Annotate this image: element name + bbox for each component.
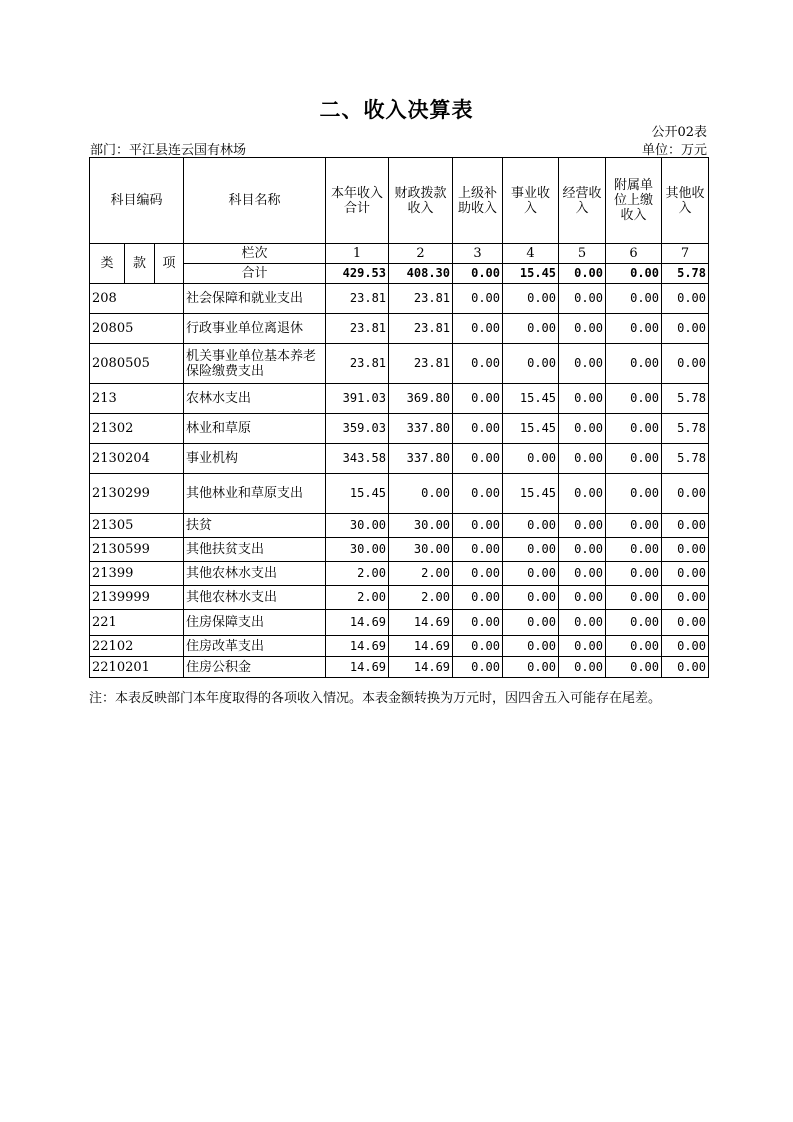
amount-cell: 0.00	[559, 444, 606, 474]
amount-cell: 0.00	[453, 657, 503, 678]
amount-cell: 0.00	[559, 414, 606, 444]
amount-cell: 0.00	[503, 314, 559, 344]
amount-cell: 23.81	[326, 344, 389, 384]
column-number: 3	[453, 244, 503, 264]
subject-name: 林业和草原	[184, 414, 326, 444]
amount-cell: 0.00	[662, 514, 709, 538]
subject-code: 221	[90, 610, 184, 636]
amount-cell: 23.81	[389, 314, 453, 344]
column-number: 1	[326, 244, 389, 264]
amount-cell: 23.81	[326, 314, 389, 344]
amount-cell: 14.69	[389, 610, 453, 636]
header-col-1: 本年收入合计	[326, 158, 389, 244]
total-value: 0.00	[606, 264, 662, 284]
header-col-4: 事业收入	[503, 158, 559, 244]
subject-code: 2130204	[90, 444, 184, 474]
column-number: 2	[389, 244, 453, 264]
amount-cell: 0.00	[503, 636, 559, 657]
department-label: 部门：平江县连云国有林场	[90, 143, 247, 158]
amount-cell: 0.00	[606, 414, 662, 444]
table-row	[90, 384, 709, 414]
table-row	[90, 636, 709, 657]
table-row	[90, 314, 709, 344]
income-table	[89, 157, 709, 678]
amount-cell: 0.00	[453, 586, 503, 610]
amount-cell: 0.00	[606, 562, 662, 586]
amount-cell: 0.00	[559, 514, 606, 538]
amount-cell: 0.00	[503, 444, 559, 474]
amount-cell: 2.00	[389, 562, 453, 586]
header-col-5: 经营收入	[559, 158, 606, 244]
amount-cell: 0.00	[606, 384, 662, 414]
amount-cell: 0.00	[662, 636, 709, 657]
amount-cell: 5.78	[662, 384, 709, 414]
column-number: 4	[503, 244, 559, 264]
table-row	[90, 344, 709, 384]
amount-cell: 14.69	[389, 636, 453, 657]
amount-cell: 0.00	[503, 344, 559, 384]
subject-name: 住房改革支出	[184, 636, 326, 657]
amount-cell: 0.00	[559, 657, 606, 678]
amount-cell: 2.00	[389, 586, 453, 610]
amount-cell: 337.80	[389, 414, 453, 444]
amount-cell: 0.00	[559, 474, 606, 514]
table-number: 公开02表	[651, 125, 707, 140]
header-code: 科目编码	[90, 158, 184, 244]
amount-cell: 0.00	[453, 414, 503, 444]
amount-cell: 0.00	[503, 514, 559, 538]
subject-code: 2130299	[90, 474, 184, 514]
page-title: 二、收入决算表	[319, 97, 474, 122]
subject-name: 住房保障支出	[184, 610, 326, 636]
amount-cell: 0.00	[503, 657, 559, 678]
amount-cell: 30.00	[389, 538, 453, 562]
amount-cell: 0.00	[606, 444, 662, 474]
total-value: 429.53	[326, 264, 389, 284]
amount-cell: 0.00	[606, 636, 662, 657]
header-col-3: 上级补助收入	[453, 158, 503, 244]
subject-name: 其他扶贫支出	[184, 538, 326, 562]
amount-cell: 0.00	[606, 514, 662, 538]
amount-cell: 0.00	[606, 314, 662, 344]
subject-code: 2080505	[90, 344, 184, 384]
amount-cell: 0.00	[662, 610, 709, 636]
total-value: 0.00	[559, 264, 606, 284]
amount-cell: 30.00	[389, 514, 453, 538]
table-row	[90, 514, 709, 538]
table-row	[90, 444, 709, 474]
header-col-2: 财政拨款收入	[389, 158, 453, 244]
subject-name: 社会保障和就业支出	[184, 284, 326, 314]
amount-cell: 0.00	[453, 562, 503, 586]
amount-cell: 0.00	[453, 474, 503, 514]
subject-code: 22102	[90, 636, 184, 657]
amount-cell: 0.00	[559, 384, 606, 414]
amount-cell: 337.80	[389, 444, 453, 474]
amount-cell: 2.00	[326, 562, 389, 586]
amount-cell: 0.00	[453, 314, 503, 344]
table-row	[90, 562, 709, 586]
header-name: 科目名称	[184, 158, 326, 244]
total-value: 5.78	[662, 264, 709, 284]
amount-cell: 0.00	[503, 538, 559, 562]
header-col-6: 附属单位上缴收入	[606, 158, 662, 244]
amount-cell: 0.00	[606, 610, 662, 636]
unit-label: 单位：万元	[641, 143, 707, 158]
amount-cell: 0.00	[453, 344, 503, 384]
amount-cell: 0.00	[453, 610, 503, 636]
amount-cell: 15.45	[503, 414, 559, 444]
column-index-label: 栏次	[184, 244, 326, 264]
subject-code: 213	[90, 384, 184, 414]
column-number: 7	[662, 244, 709, 264]
table-row	[90, 474, 709, 514]
amount-cell: 0.00	[662, 538, 709, 562]
amount-cell: 0.00	[453, 538, 503, 562]
header-lei: 类	[90, 244, 125, 284]
amount-cell: 369.80	[389, 384, 453, 414]
subject-name: 机关事业单位基本养老保险缴费支出	[184, 344, 326, 384]
amount-cell: 2.00	[326, 586, 389, 610]
header-kuan: 款	[125, 244, 155, 284]
total-value: 0.00	[453, 264, 503, 284]
table-row	[90, 586, 709, 610]
amount-cell: 0.00	[662, 314, 709, 344]
header-row	[90, 158, 709, 244]
amount-cell: 0.00	[662, 284, 709, 314]
amount-cell: 0.00	[662, 586, 709, 610]
subject-name: 住房公积金	[184, 657, 326, 678]
subject-name: 行政事业单位离退休	[184, 314, 326, 344]
amount-cell: 0.00	[606, 657, 662, 678]
amount-cell: 0.00	[606, 284, 662, 314]
amount-cell: 0.00	[453, 636, 503, 657]
amount-cell: 0.00	[559, 610, 606, 636]
amount-cell: 30.00	[326, 538, 389, 562]
amount-cell: 0.00	[559, 636, 606, 657]
amount-cell: 14.69	[326, 610, 389, 636]
amount-cell: 0.00	[453, 284, 503, 314]
table-row	[90, 538, 709, 562]
amount-cell: 0.00	[503, 562, 559, 586]
amount-cell: 0.00	[662, 474, 709, 514]
subject-name: 事业机构	[184, 444, 326, 474]
amount-cell: 0.00	[389, 474, 453, 514]
subject-code: 2210201	[90, 657, 184, 678]
total-label: 合计	[184, 264, 326, 284]
table-row	[90, 414, 709, 444]
subject-code: 208	[90, 284, 184, 314]
amount-cell: 0.00	[662, 344, 709, 384]
subject-code: 21305	[90, 514, 184, 538]
amount-cell: 5.78	[662, 444, 709, 474]
amount-cell: 0.00	[606, 344, 662, 384]
amount-cell: 23.81	[389, 344, 453, 384]
amount-cell: 0.00	[662, 657, 709, 678]
amount-cell: 0.00	[662, 562, 709, 586]
amount-cell: 15.45	[503, 384, 559, 414]
table-row	[90, 610, 709, 636]
amount-cell: 0.00	[559, 314, 606, 344]
amount-cell: 5.78	[662, 414, 709, 444]
column-number: 5	[559, 244, 606, 264]
amount-cell: 23.81	[326, 284, 389, 314]
total-value: 408.30	[389, 264, 453, 284]
amount-cell: 0.00	[606, 586, 662, 610]
amount-cell: 14.69	[389, 657, 453, 678]
amount-cell: 15.45	[503, 474, 559, 514]
header-col-7: 其他收入	[662, 158, 709, 244]
amount-cell: 0.00	[453, 384, 503, 414]
subject-name: 农林水支出	[184, 384, 326, 414]
amount-cell: 359.03	[326, 414, 389, 444]
column-number: 6	[606, 244, 662, 264]
amount-cell: 0.00	[559, 538, 606, 562]
amount-cell: 343.58	[326, 444, 389, 474]
subject-name: 其他农林水支出	[184, 586, 326, 610]
amount-cell: 30.00	[326, 514, 389, 538]
subject-name: 其他农林水支出	[184, 562, 326, 586]
header-xiang: 项	[155, 244, 184, 284]
column-index-row	[90, 244, 709, 264]
amount-cell: 0.00	[559, 344, 606, 384]
subject-code: 20805	[90, 314, 184, 344]
subject-code: 2139999	[90, 586, 184, 610]
amount-cell: 0.00	[606, 538, 662, 562]
amount-cell: 23.81	[389, 284, 453, 314]
amount-cell: 14.69	[326, 657, 389, 678]
subject-name: 扶贫	[184, 514, 326, 538]
subject-name: 其他林业和草原支出	[184, 474, 326, 514]
amount-cell: 0.00	[559, 284, 606, 314]
footnote: 注：本表反映部门本年度取得的各项收入情况。本表金额转换为万元时，因四舍五入可能存在尾差。	[89, 691, 662, 706]
amount-cell: 14.69	[326, 636, 389, 657]
amount-cell: 0.00	[503, 586, 559, 610]
amount-cell: 391.03	[326, 384, 389, 414]
subject-code: 21302	[90, 414, 184, 444]
total-value: 15.45	[503, 264, 559, 284]
amount-cell: 0.00	[503, 284, 559, 314]
amount-cell: 0.00	[453, 444, 503, 474]
amount-cell: 15.45	[326, 474, 389, 514]
amount-cell: 0.00	[606, 474, 662, 514]
subject-code: 2130599	[90, 538, 184, 562]
table-row	[90, 657, 709, 678]
amount-cell: 0.00	[559, 586, 606, 610]
amount-cell: 0.00	[453, 514, 503, 538]
subject-code: 21399	[90, 562, 184, 586]
amount-cell: 0.00	[559, 562, 606, 586]
table-row	[90, 284, 709, 314]
amount-cell: 0.00	[503, 610, 559, 636]
